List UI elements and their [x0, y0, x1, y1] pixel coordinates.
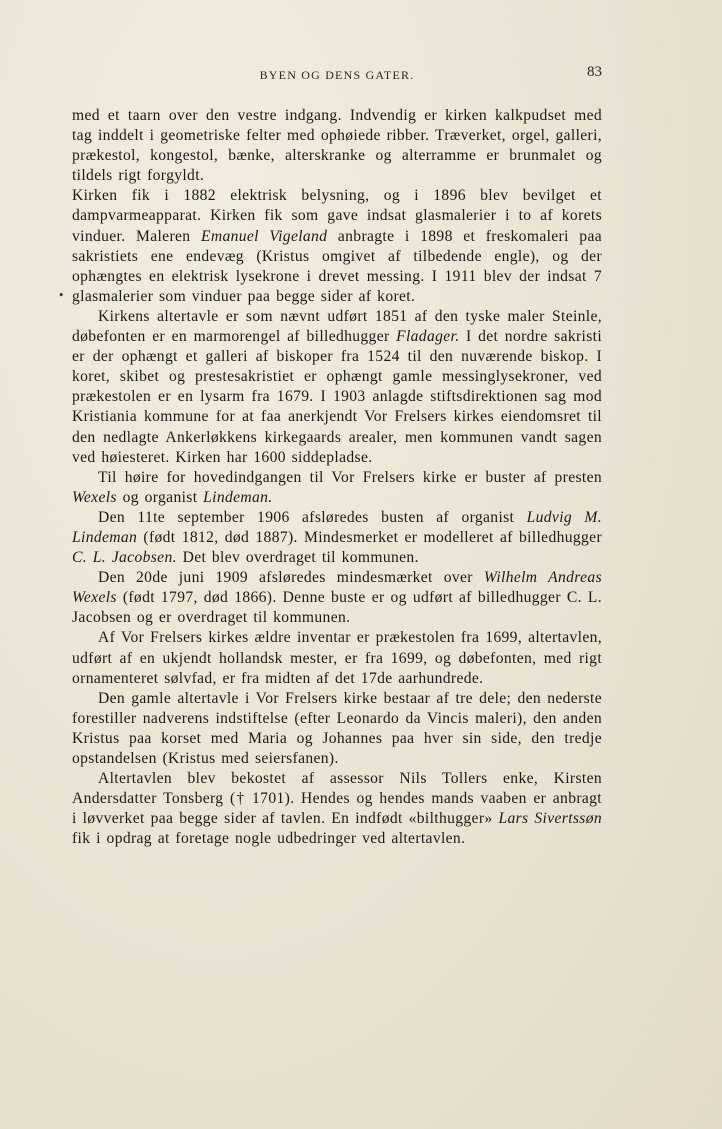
text-run: (født 1797, død 1866). Denne buste er og udført af billedhugger C. L. Jacobsen og er overdraget til kommunen. — [72, 589, 602, 627]
paragraph — [72, 307, 602, 468]
paragraph — [72, 106, 602, 186]
body-text — [72, 106, 602, 849]
text-run: Det blev overdraget til kommunen. — [176, 549, 419, 567]
text-run: anbragte i 1898 et freskomaleri paa sakristiets ene endevæg (Kristus omgivet af tilbedende engle), og der ophængtes en elektrisk lysekrone i drevet messing. I 1911 blev der indsat 7 glasmalerier som vinduer paa begge sider af koret. — [72, 227, 602, 305]
paragraph — [72, 186, 602, 307]
italic-name: Ludvig M. Lindeman — [72, 508, 602, 546]
paragraph — [72, 769, 602, 849]
paragraph — [72, 568, 602, 628]
italic-name: Wilhelm Andreas Wexels — [72, 569, 602, 607]
paragraph — [72, 628, 602, 688]
italic-name: Lars Sivertssøn — [498, 810, 603, 828]
text-run: Af Vor Frelsers kirkes ældre inventar er prækestolen fra 1699, altertavlen, udført af en ukjendt hollandsk mester, er fra 1699, og døbefonten, med rigt ornamenteret sølvfad, er fra midten af det 17de aarhundrede. — [72, 629, 602, 687]
running-title: BYEN OG DENS GATER. — [259, 68, 415, 82]
text-run: Den gamle altertavle i Vor Frelsers kirke bestaar af tre dele; den nederste forestiller nadverens indstiftelse (efter Leonardo da Vincis maleri), den anden Kristus paa korset med Maria og Johannes paa hver sin side, den tredje opstandelsen (Kristus med seiersfanen). — [72, 689, 602, 767]
italic-name: C. L. Jacobsen. — [72, 549, 177, 567]
text-run: (født 1812, død 1887). Mindesmerket er modelleret af billedhugger — [137, 528, 602, 546]
italic-name: Emanuel Vigeland — [200, 227, 328, 245]
text-run: Altertavlen blev bekostet af assessor Nils Tollers enke, Kirsten Andersdatter Tonsberg († 1701). Hendes og hendes mands vaaben er anbragt i løvverket paa begge sider af tavlen. En indfødt «bilthugger» — [72, 770, 602, 828]
text-run: Den 11te september 1906 afsløredes busten af organist — [98, 508, 527, 526]
text-run: og organist — [116, 488, 204, 506]
text-run: Den 20de juni 1909 afsløredes mindesmærket over — [98, 569, 484, 587]
running-head — [72, 64, 602, 86]
text-run: Til høire for hovedindgangen til Vor Frelsers kirke er buster af presten — [98, 468, 602, 486]
text-run: med et taarn over den vestre indgang. Indvendig er kirken kalkpudset med tag inddelt i geometriske felter med ophøiede ribber. Træverket, orgel, galleri, prækestol, kongestol, bænke, alterskranke og alterramme er brunmalet og tildels rigt forgyldt. — [72, 107, 602, 185]
paragraph — [72, 508, 602, 568]
text-run: I det nordre sakristi er der ophængt et galleri af biskoper fra 1524 til den nuværende biskop. I koret, skibet og prestesakristiet er ophængt gamle messinglysekroner, ved prækestolen er en lysarm fra 1679. I 1903 anlagde stiftsdirektionen sag mod Kristiania kommune for at faa anerkjendt Vor Frelsers kirkes eiendomsret til den nedlagte Ankerløkkens kirkegaards arealer, men kommunen vandt sagen ved høiesteret. Kirken har 1600 siddepladse. — [72, 328, 603, 466]
italic-name: Fladager. — [396, 328, 460, 346]
text-run: Kirken fik i 1882 elektrisk belysning, og i 1896 blev bevilget et dampvarmeapparat. Kirken fik som gave indsat glasmalerier i to af korets vinduer. Maleren — [72, 187, 602, 245]
italic-name: Lindeman. — [203, 488, 273, 506]
italic-name: Wexels — [72, 488, 117, 506]
page-number: 83 — [587, 64, 602, 80]
margin-mark: • — [58, 289, 65, 302]
text-run: Kirkens altertavle er som nævnt udført 1851 af den tyske maler Steinle, døbefonten er en marmorengel af billedhugger — [72, 307, 602, 346]
paragraph — [72, 689, 602, 769]
text-run: fik i opdrag at foretage nogle udbedringer ved altertavlen. — [72, 830, 466, 848]
paragraph — [72, 468, 602, 508]
